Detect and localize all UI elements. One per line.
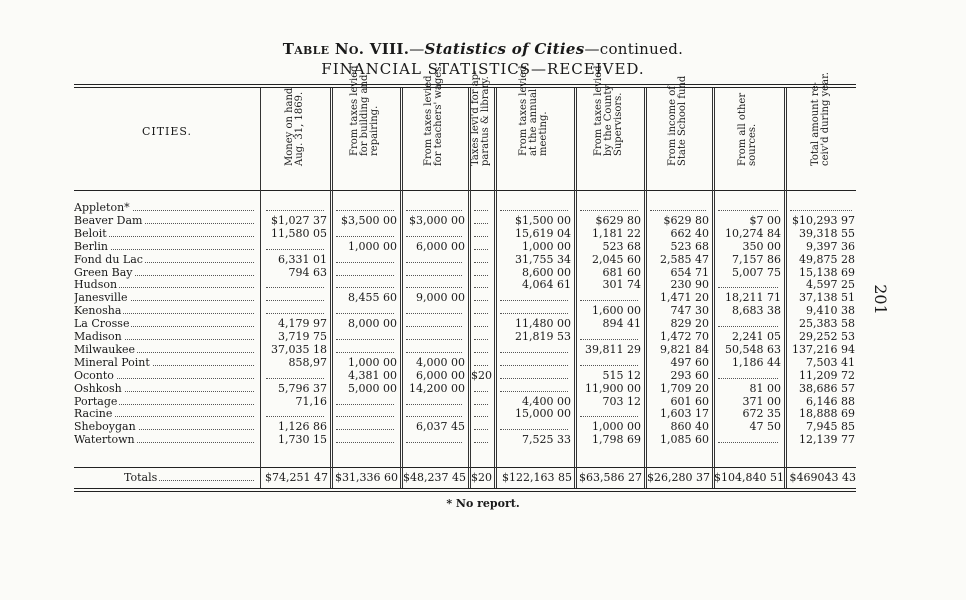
city-label: Beloit <box>74 227 107 240</box>
cell-state: 1,471 20 <box>660 291 709 305</box>
cell-annual: 8,600 00 <box>522 265 571 279</box>
title-italic: Statistics of Cities <box>424 40 585 58</box>
column-header-money <box>260 87 330 188</box>
cell-teach: 6,037 45 <box>416 420 465 434</box>
column-header-line: Total amount re- <box>810 82 821 166</box>
empty-cell-leader <box>474 357 488 366</box>
cell-total: 39,318 55 <box>799 226 855 240</box>
cell-annual: 31,755 34 <box>515 252 571 266</box>
empty-cell-leader <box>266 241 324 250</box>
column-header-line: meeting. <box>538 111 549 156</box>
cell-money: 1,126 86 <box>278 420 327 434</box>
empty-cell-leader <box>336 408 394 417</box>
city-name <box>74 215 260 227</box>
cell-money: 1,730 15 <box>278 433 327 447</box>
cell-county: 2,045 60 <box>592 252 641 266</box>
city-name <box>74 344 260 356</box>
cell-county: $629 80 <box>595 213 641 227</box>
column-divider <box>260 88 261 488</box>
empty-cell-leader <box>474 279 488 288</box>
column-header-line: sources. <box>747 123 758 166</box>
city-label: La Crosse <box>74 318 130 331</box>
city-label: Portage <box>74 395 118 408</box>
cell-build: 4,381 00 <box>348 368 397 382</box>
cell-other: $7 00 <box>749 213 781 227</box>
cell-other: 81 00 <box>749 381 781 395</box>
total-app: $20 <box>471 471 492 484</box>
cell-total: 49,875 28 <box>799 252 855 266</box>
column-divider <box>330 88 331 488</box>
city-label: Hudson <box>74 279 118 292</box>
column-header-line: Aug. 31, 1869. <box>294 91 305 166</box>
cell-county: 1,181 22 <box>592 226 641 240</box>
city-label: Oshkosh <box>74 382 122 395</box>
cell-build: 1,000 00 <box>348 355 397 369</box>
table-title <box>0 40 966 58</box>
cell-build: $3,500 00 <box>341 213 397 227</box>
cell-teach: 4,000 00 <box>416 355 465 369</box>
cell-total: 18,888 69 <box>799 407 855 421</box>
empty-cell-leader <box>406 267 462 276</box>
city-name <box>74 241 260 253</box>
empty-cell-leader <box>718 370 778 379</box>
empty-cell-leader <box>266 202 324 211</box>
total-annual: $122,163 85 <box>502 471 572 484</box>
empty-cell-leader <box>336 396 394 405</box>
cell-county: 301 74 <box>602 278 641 292</box>
empty-cell-leader <box>336 228 394 237</box>
column-divider <box>574 88 575 488</box>
header-rule <box>74 190 856 191</box>
column-divider <box>400 88 401 488</box>
cell-teach: $3,000 00 <box>409 213 465 227</box>
cell-county: 703 12 <box>602 394 641 408</box>
cell-county: 11,900 00 <box>585 381 641 395</box>
title-suffix: —continued. <box>584 40 684 58</box>
cell-money: 3,719 75 <box>278 330 327 343</box>
city-label: Janesville <box>74 292 128 305</box>
cell-total: 137,216 94 <box>792 342 855 356</box>
empty-cell-leader <box>406 279 462 288</box>
empty-cell-leader <box>474 318 488 327</box>
cell-state: 497 60 <box>670 355 709 369</box>
empty-cell-leader <box>474 421 488 430</box>
city-label: Kenosha <box>74 305 122 318</box>
column-header-line: State School fund <box>677 75 688 166</box>
empty-cell-leader <box>474 305 488 314</box>
empty-cell-leader <box>336 202 394 211</box>
cell-state: 230 90 <box>670 278 709 292</box>
cell-state: 1,472 70 <box>660 330 709 343</box>
empty-cell-leader <box>406 254 462 263</box>
cell-annual: 4,064 61 <box>522 278 571 292</box>
empty-cell-leader <box>580 202 638 211</box>
column-header-line: From taxes levied <box>518 65 529 156</box>
cell-money: 5,796 37 <box>278 381 327 395</box>
city-name <box>74 383 260 395</box>
empty-cell-leader <box>718 318 778 327</box>
cell-teach: 14,200 00 <box>409 381 465 395</box>
empty-cell-leader <box>500 305 568 314</box>
column-header-state <box>644 75 712 188</box>
empty-cell-leader <box>580 331 638 340</box>
top-rule-2 <box>74 87 856 88</box>
cell-build: 5,000 00 <box>348 381 397 395</box>
empty-cell-leader <box>790 202 852 211</box>
city-label: Sheboygan <box>74 421 136 434</box>
table-number: Table No. VIII. <box>282 40 410 58</box>
cell-money: 11,580 05 <box>271 226 327 240</box>
city-name <box>74 279 260 291</box>
total-state: $26,280 37 <box>647 471 710 484</box>
cell-other: 47 50 <box>749 420 781 434</box>
cell-county: 39,811 29 <box>585 342 641 356</box>
cell-other: 18,211 71 <box>725 291 781 305</box>
cell-other: 350 00 <box>742 239 781 253</box>
cell-build: 8,455 60 <box>348 291 397 305</box>
empty-cell-leader <box>500 344 568 353</box>
empty-cell-leader <box>500 370 568 379</box>
empty-cell-leader <box>336 421 394 430</box>
column-header-teach <box>400 63 468 188</box>
column-header-other <box>712 92 784 188</box>
column-header-line: Supervisors. <box>613 92 624 156</box>
total-money: $74,251 47 <box>265 471 328 484</box>
cell-annual: 15,000 00 <box>515 407 571 421</box>
empty-cell-leader <box>406 408 462 417</box>
total-county: $63,586 27 <box>579 471 642 484</box>
cell-county: 1,798 69 <box>592 433 641 447</box>
column-header-app <box>468 70 494 188</box>
empty-cell-leader <box>406 396 462 405</box>
cell-total: $10,293 97 <box>792 213 855 227</box>
empty-cell-leader <box>474 344 488 353</box>
column-header-line: by the County <box>603 84 614 156</box>
column-header-line: paratus & library. <box>480 76 491 166</box>
cell-total: 25,383 58 <box>799 317 855 331</box>
cell-total: 37,138 51 <box>799 291 855 305</box>
empty-cell-leader <box>336 267 394 276</box>
empty-cell-leader <box>474 228 488 237</box>
city-label: Watertown <box>74 434 135 447</box>
cell-county: 1,000 00 <box>592 420 641 434</box>
total-teach: $48,237 45 <box>403 471 466 484</box>
cell-state: 1,709 20 <box>660 381 709 395</box>
column-header-line: Taxes levi'd for ap- <box>470 70 481 166</box>
cell-teach: 6,000 00 <box>416 239 465 253</box>
empty-cell-leader <box>406 318 462 327</box>
empty-cell-leader <box>474 383 488 392</box>
empty-cell-leader <box>474 408 488 417</box>
city-name <box>74 408 260 420</box>
cell-annual: 7,525 33 <box>522 433 571 447</box>
city-label: Racine <box>74 408 113 421</box>
city-label: Appleton* <box>74 202 130 214</box>
cell-total: 11,209 72 <box>799 368 855 382</box>
empty-cell-leader <box>500 292 568 301</box>
column-divider <box>468 88 469 488</box>
city-name <box>74 370 260 382</box>
empty-cell-leader <box>580 292 638 301</box>
cell-county: 681 60 <box>602 265 641 279</box>
cell-total: 38,686 57 <box>799 381 855 395</box>
cell-state: 829 20 <box>670 317 709 331</box>
column-divider <box>494 88 495 488</box>
empty-cell-leader <box>718 434 778 443</box>
cell-state: 1,603 17 <box>660 407 709 421</box>
cell-annual: 1,000 00 <box>522 239 571 253</box>
empty-cell-leader <box>580 408 638 417</box>
cell-money: 71,16 <box>295 394 327 408</box>
empty-cell-leader <box>650 202 706 211</box>
top-rule <box>74 84 856 85</box>
empty-cell-leader <box>580 357 638 366</box>
empty-cell-leader <box>406 331 462 340</box>
cell-build: 1,000 00 <box>348 239 397 253</box>
city-label: Berlin <box>74 240 108 253</box>
cell-state: 654 71 <box>670 265 709 279</box>
city-name <box>74 421 260 433</box>
bottom-rule <box>74 488 856 489</box>
empty-cell-leader <box>336 279 394 288</box>
city-label: Madison <box>74 331 122 343</box>
cell-app: $20 <box>471 368 492 382</box>
cell-other: 50,548 63 <box>725 342 781 356</box>
table-subtitle: FINANCIAL STATISTICS—RECEIVED. <box>321 60 645 78</box>
city-label: Mineral Point <box>74 356 150 369</box>
empty-cell-leader <box>266 305 324 314</box>
cell-state: 601 60 <box>670 394 709 408</box>
empty-cell-leader <box>336 344 394 353</box>
empty-cell-leader <box>336 254 394 263</box>
column-divider-double <box>332 88 333 488</box>
cell-build: 8,000 00 <box>348 317 397 331</box>
total-other: $104,840 51 <box>714 471 784 484</box>
city-name <box>74 331 260 343</box>
cell-total: 9,397 36 <box>806 239 855 253</box>
cell-annual: 11,480 00 <box>515 317 571 331</box>
cell-state: 747 30 <box>670 304 709 318</box>
cell-other: 8,683 38 <box>732 304 781 318</box>
cell-other: 10,274 84 <box>725 226 781 240</box>
cell-teach: 6,000 00 <box>416 368 465 382</box>
cell-state: 860 40 <box>670 420 709 434</box>
title-dash: — <box>409 40 425 58</box>
cell-money: 6,331 01 <box>278 252 327 266</box>
empty-cell-leader <box>500 421 568 430</box>
cell-state: 2,585 47 <box>660 252 709 266</box>
cell-other: 371 00 <box>742 394 781 408</box>
city-label: Beaver Dam <box>74 214 143 227</box>
column-header-line: Money on hand <box>284 87 295 166</box>
cell-money: $1,027 37 <box>271 213 327 227</box>
cell-total: 6,146 88 <box>806 394 855 408</box>
cell-total: 15,138 69 <box>799 265 855 279</box>
empty-cell-leader <box>718 202 778 211</box>
empty-cell-leader <box>336 305 394 314</box>
cell-money: 4,179 97 <box>278 317 327 331</box>
empty-cell-leader <box>500 357 568 366</box>
column-header-line: From taxes levied <box>423 75 434 166</box>
empty-cell-leader <box>500 383 568 392</box>
cell-total: 29,252 53 <box>799 330 855 343</box>
empty-cell-leader <box>266 279 324 288</box>
cell-annual: 15,619 04 <box>515 226 571 240</box>
column-divider <box>712 88 713 488</box>
city-name <box>74 318 260 330</box>
column-header-line: From all other <box>737 92 748 166</box>
column-header-line: for teachers' wages. <box>433 63 444 166</box>
empty-cell-leader <box>474 267 488 276</box>
footnote: * No report. <box>446 497 520 510</box>
page-number: 201 <box>870 284 890 315</box>
cell-annual: 4,400 00 <box>522 394 571 408</box>
city-name <box>74 267 260 279</box>
cell-other: 7,157 86 <box>732 252 781 266</box>
cell-other: 672 35 <box>742 407 781 421</box>
cell-state: 293 60 <box>670 368 709 382</box>
city-name <box>74 305 260 317</box>
column-divider-double <box>470 88 471 488</box>
city-label: Green Bay <box>74 266 133 279</box>
empty-cell-leader <box>500 202 568 211</box>
cell-county: 523 68 <box>602 239 641 253</box>
column-header-line: From taxes levied <box>593 65 604 156</box>
column-header-county <box>574 65 644 188</box>
cell-county: 515 12 <box>602 368 641 382</box>
empty-cell-leader <box>266 370 324 379</box>
cell-state: 9,821 84 <box>660 342 709 356</box>
empty-cell-leader <box>266 408 324 417</box>
cell-money: 858,97 <box>288 355 327 369</box>
cell-annual: $1,500 00 <box>515 213 571 227</box>
column-header-annual <box>494 65 574 188</box>
total-total: $469043 43 <box>789 471 856 484</box>
empty-cell-leader <box>406 305 462 314</box>
empty-cell-leader <box>474 254 488 263</box>
cell-state: $629 80 <box>663 213 709 227</box>
city-name <box>74 202 260 214</box>
cell-state: 523 68 <box>670 239 709 253</box>
empty-cell-leader <box>406 228 462 237</box>
column-header-line: repairing. <box>369 105 380 156</box>
cell-total: 9,410 38 <box>806 304 855 318</box>
column-header-line: at the annual <box>528 88 539 156</box>
cities-header: CITIES. <box>141 125 193 138</box>
cell-other: 2,241 05 <box>732 330 781 343</box>
cell-total: 7,945 85 <box>806 420 855 434</box>
column-divider <box>784 88 785 488</box>
empty-cell-leader <box>406 434 462 443</box>
cell-county: 1,600 00 <box>592 304 641 318</box>
empty-cell-leader <box>266 292 324 301</box>
empty-cell-leader <box>406 202 462 211</box>
cell-money: 794 63 <box>288 265 327 279</box>
column-divider <box>644 88 645 488</box>
city-name <box>74 228 260 240</box>
city-name <box>74 254 260 266</box>
totals-label-wrap <box>74 472 260 484</box>
empty-cell-leader <box>474 396 488 405</box>
empty-cell-leader <box>474 292 488 301</box>
city-name <box>74 292 260 304</box>
cell-total: 4,597 25 <box>806 278 855 292</box>
city-name <box>74 434 260 446</box>
column-header-line: ceiv'd during year. <box>820 72 831 166</box>
empty-cell-leader <box>406 344 462 353</box>
cell-state: 662 40 <box>670 226 709 240</box>
empty-cell-leader <box>474 241 488 250</box>
totals-rule <box>74 467 856 468</box>
cell-other: 1,186 44 <box>732 355 781 369</box>
cell-other: 5,007 75 <box>732 265 781 279</box>
column-header-total <box>784 72 858 188</box>
city-name <box>74 357 260 369</box>
empty-cell-leader <box>474 331 488 340</box>
cell-annual: 21,819 53 <box>515 330 571 343</box>
cell-money: 37,035 18 <box>271 342 327 356</box>
empty-cell-leader <box>336 331 394 340</box>
cell-state: 1,085 60 <box>660 433 709 447</box>
cell-total: 12,139 77 <box>799 433 855 447</box>
cell-county: 894 41 <box>602 317 641 331</box>
column-header-line: for building and <box>359 74 370 156</box>
city-name <box>74 396 260 408</box>
city-label: Milwaukee <box>74 343 136 356</box>
city-label: Oconto <box>74 369 114 382</box>
column-header-line: From income of <box>667 86 678 166</box>
cell-teach: 9,000 00 <box>416 291 465 305</box>
totals-label: Totals <box>74 472 159 484</box>
city-label: Fond du Lac <box>74 253 143 266</box>
bottom-rule-2 <box>74 491 856 492</box>
empty-cell-leader <box>474 202 488 211</box>
column-header-line: From taxes levied <box>349 65 360 156</box>
empty-cell-leader <box>474 215 488 224</box>
empty-cell-leader <box>474 434 488 443</box>
empty-cell-leader <box>718 279 778 288</box>
column-header-build <box>330 65 400 188</box>
empty-cell-leader <box>336 434 394 443</box>
total-build: $31,336 60 <box>335 471 398 484</box>
cell-total: 7,503 41 <box>806 355 855 369</box>
